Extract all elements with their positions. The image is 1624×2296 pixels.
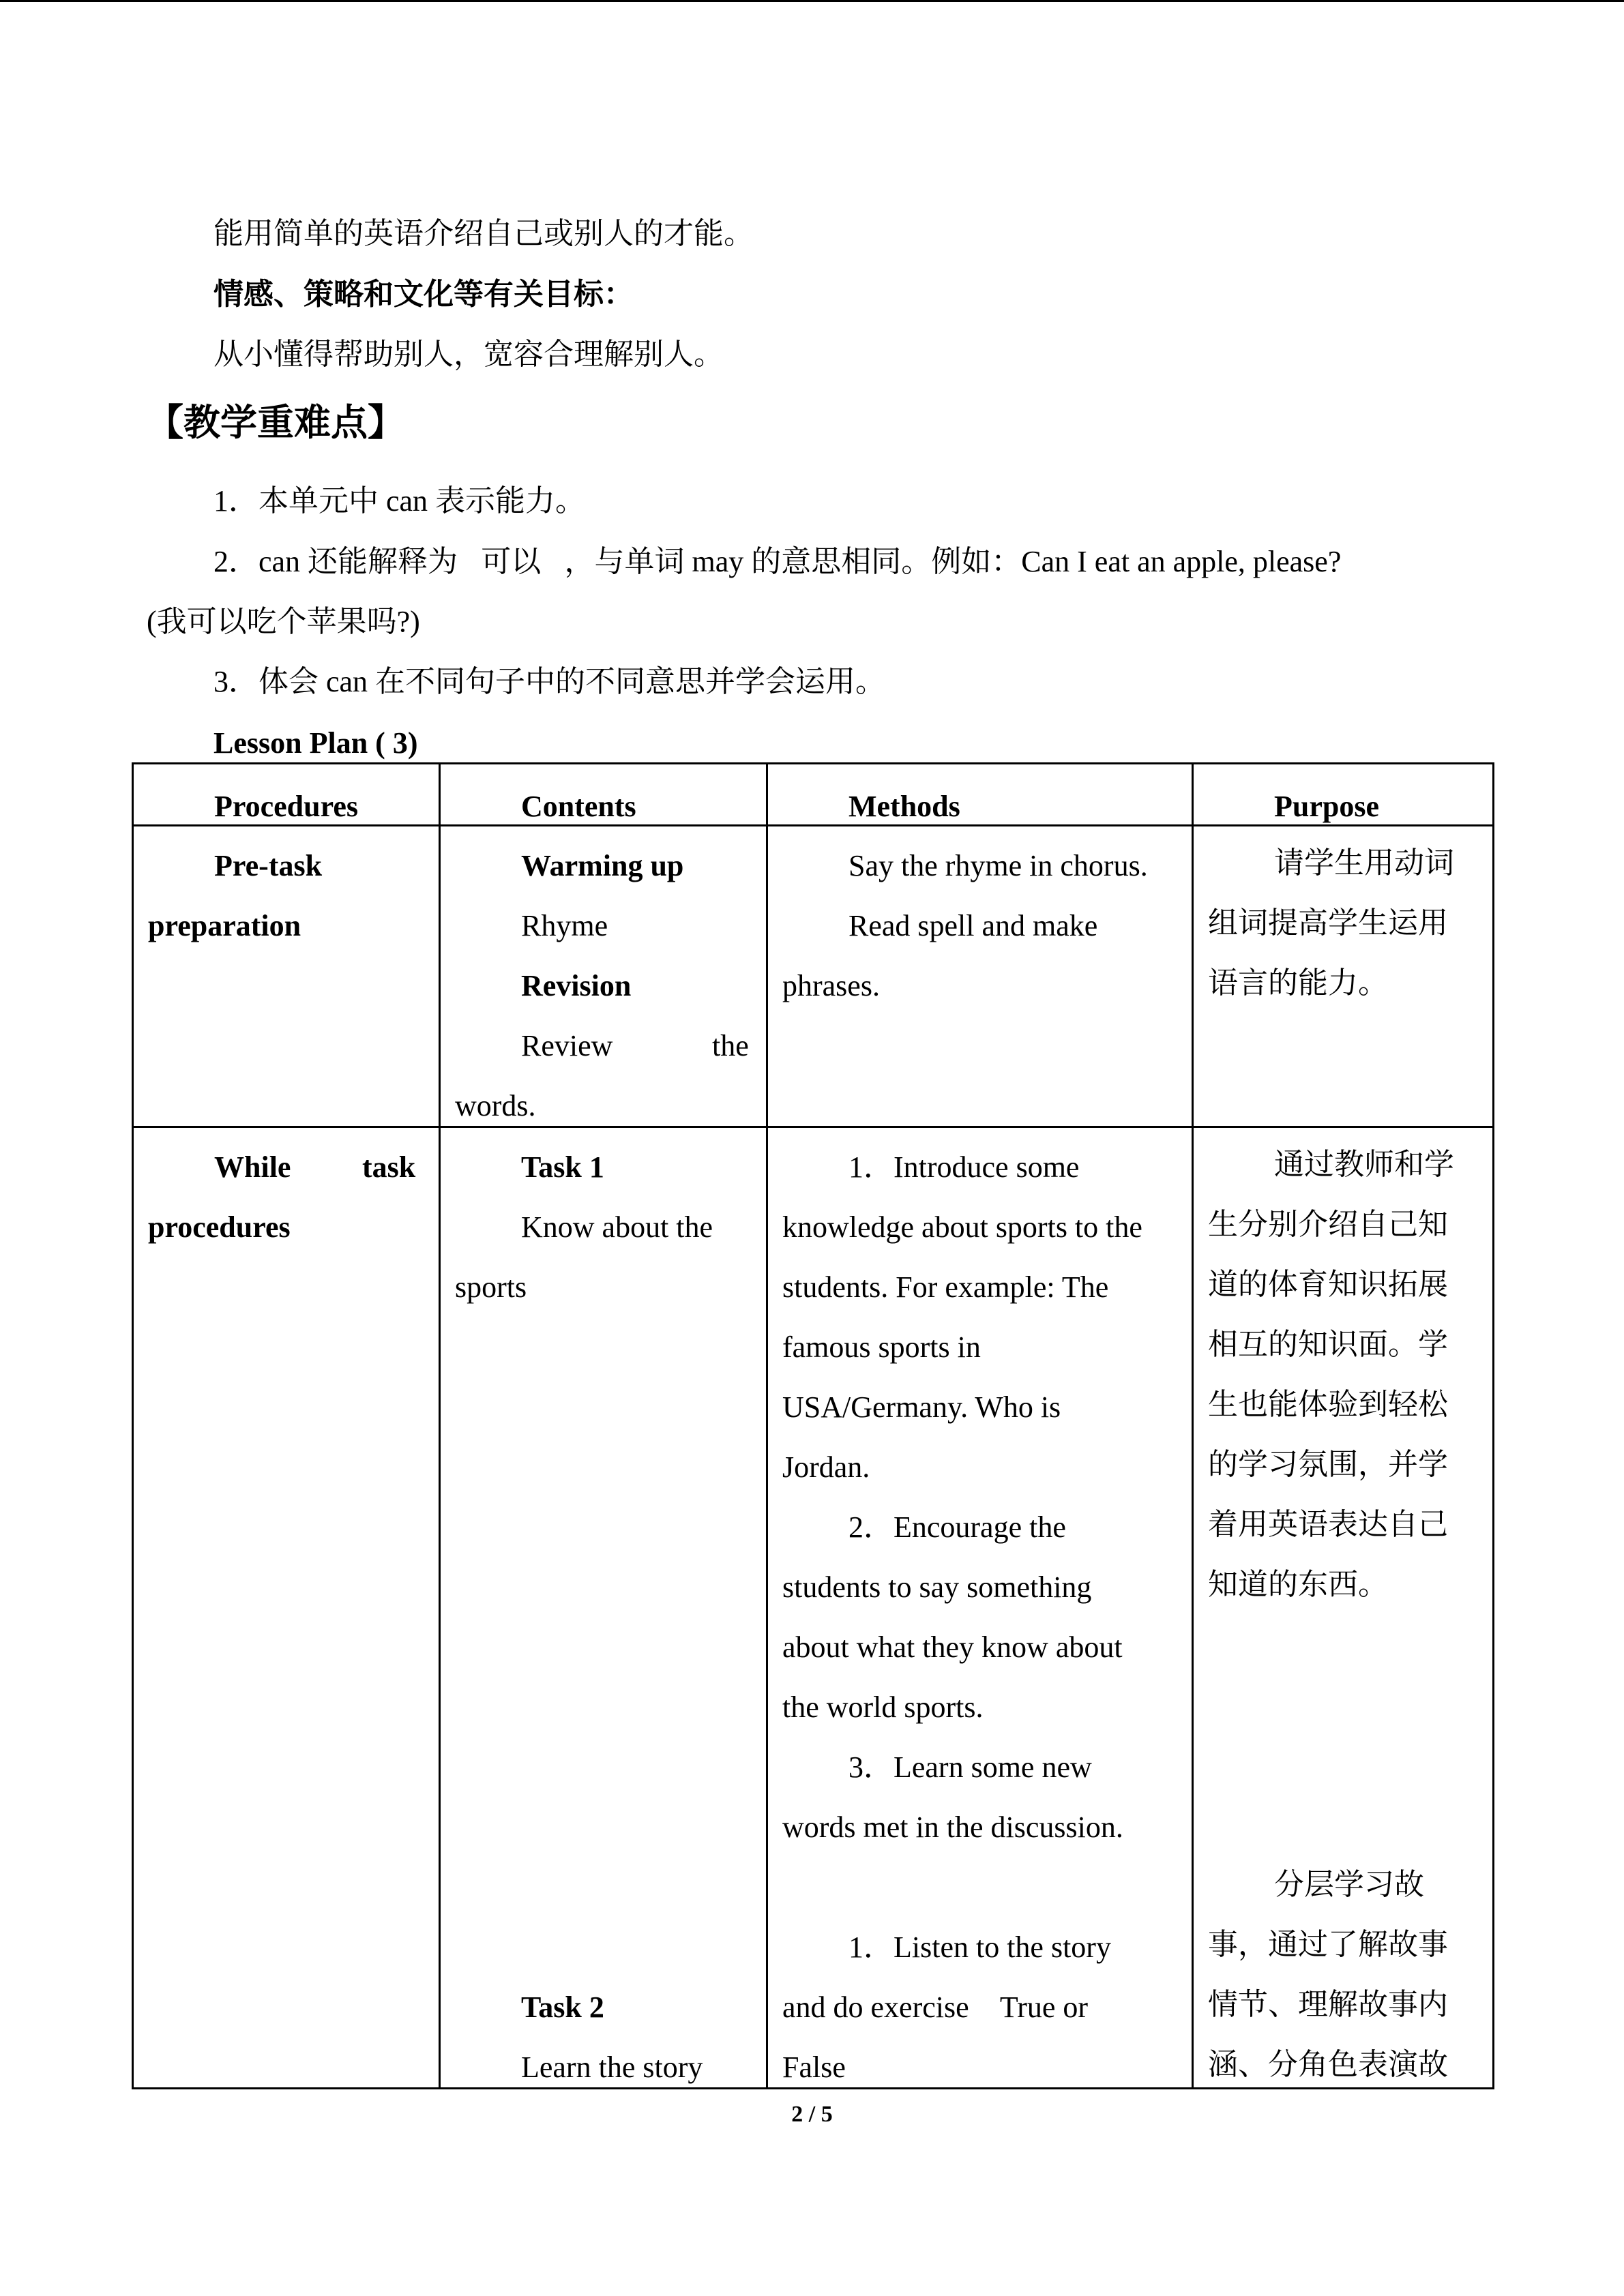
content-task-1-line-1: Know about the — [521, 1210, 713, 1244]
method-introduce-3: students. For example: The — [782, 1270, 1109, 1304]
proc-while: While — [214, 1150, 291, 1184]
intro-line-2: 从小懂得帮助别人，宽容合理解别人。 — [213, 338, 724, 371]
page-number: 2 / 5 — [791, 2102, 833, 2127]
top-border-line — [0, 0, 1624, 2]
method-listen-2: and do exercise  True or — [782, 1991, 1089, 2024]
lesson-plan-table — [132, 762, 1494, 2089]
proc-pre-task: Pre-task — [214, 849, 323, 882]
purpose-pre-line-2: 组词提高学生运用 — [1208, 906, 1448, 940]
content-revision: Revision — [521, 969, 632, 1002]
point-1: 1．本单元中 can 表示能力。 — [213, 484, 586, 518]
content-task-1-line-2: sports — [455, 1270, 527, 1304]
header-procedures: Procedures — [214, 790, 358, 823]
purpose-task2-line-3: 情节、理解故事内 — [1208, 1988, 1448, 2021]
point-3: 3．体会 can 在不同句子中的不同意思并学会运用。 — [213, 665, 886, 698]
table-row-while-task — [133, 1127, 1494, 2089]
purpose-task2-line-4: 涵、分角色表演故 — [1208, 2048, 1448, 2081]
method-learn-words-1: 3．Learn some new — [848, 1750, 1092, 1784]
header-purpose: Purpose — [1274, 790, 1379, 823]
purpose-task1-line-5: 生也能体验到轻松 — [1208, 1388, 1448, 1421]
purpose-task1-line-1: 通过教师和学 — [1274, 1148, 1454, 1181]
method-encourage-2: students to say something — [782, 1570, 1092, 1604]
purpose-task2-line-1: 分层学习故 — [1274, 1868, 1424, 1901]
content-task-1: Task 1 — [521, 1150, 604, 1184]
table-row-pre-task — [133, 826, 1494, 1127]
purpose-task1-line-2: 生分别介绍自己知 — [1208, 1208, 1448, 1241]
method-phrases: phrases. — [782, 969, 880, 1002]
table-header-row — [133, 764, 1494, 826]
content-words: words. — [455, 1089, 536, 1122]
method-introduce-5: USA/Germany. Who is — [782, 1390, 1061, 1424]
purpose-task1-line-4: 相互的知识面。学 — [1208, 1328, 1448, 1361]
purpose-pre-line-1: 请学生用动词 — [1274, 846, 1454, 880]
header-methods: Methods — [848, 790, 960, 823]
header-contents: Contents — [521, 790, 636, 823]
method-read-spell: Read spell and make — [848, 909, 1098, 942]
purpose-task1-line-3: 道的体育知识拓展 — [1208, 1268, 1448, 1301]
method-say-rhyme: Say the rhyme in chorus. — [848, 849, 1148, 882]
purpose-task2-line-2: 事，通过了解故事 — [1208, 1928, 1448, 1961]
intro-line-1: 能用简单的英语介绍自己或别人的才能。 — [213, 217, 754, 250]
purpose-pre-line-3: 语言的能力。 — [1208, 966, 1388, 1000]
purpose-task1-line-6: 的学习氛围，并学 — [1208, 1448, 1448, 1481]
content-review-the: the — [712, 1029, 749, 1062]
goal-heading: 情感、策略和文化等有关目标： — [213, 278, 634, 311]
method-introduce-2: knowledge about sports to the — [782, 1210, 1142, 1244]
proc-preparation: preparation — [148, 909, 301, 942]
method-encourage-4: the world sports. — [782, 1690, 984, 1724]
lesson-plan-title: Lesson Plan ( 3) — [213, 726, 418, 760]
content-review: Review — [521, 1029, 613, 1062]
method-introduce-4: famous sports in — [782, 1330, 981, 1364]
method-introduce-6: Jordan. — [782, 1450, 870, 1484]
method-encourage-1: 2．Encourage the — [848, 1510, 1066, 1544]
method-introduce-1: 1．Introduce some — [848, 1150, 1080, 1184]
content-task-2: Task 2 — [521, 1991, 604, 2024]
method-listen-1: 1．Listen to the story — [848, 1930, 1111, 1964]
method-encourage-3: about what they know about — [782, 1630, 1123, 1664]
section-heading: 【教学重难点】 — [147, 402, 404, 443]
content-warming-up: Warming up — [521, 849, 684, 882]
method-learn-words-2: words met in the discussion. — [782, 1810, 1123, 1844]
point-2-line-2: (我可以吃个苹果吗?) — [147, 605, 420, 638]
content-task-2-line-1: Learn the story — [521, 2051, 703, 2084]
purpose-task1-line-8: 知道的东西。 — [1208, 1568, 1388, 1601]
point-2-line-1: 2．can 还能解释为 可以 ，与单词 may 的意思相同。例如：Can I eat an apple, please? — [213, 545, 1342, 578]
proc-task: task — [362, 1150, 416, 1184]
method-listen-3: False  — [782, 2051, 870, 2084]
proc-procedures: procedures — [148, 1210, 291, 1244]
content-rhyme: Rhyme — [521, 909, 608, 942]
purpose-task1-line-7: 着用英语表达自己 — [1208, 1508, 1448, 1541]
